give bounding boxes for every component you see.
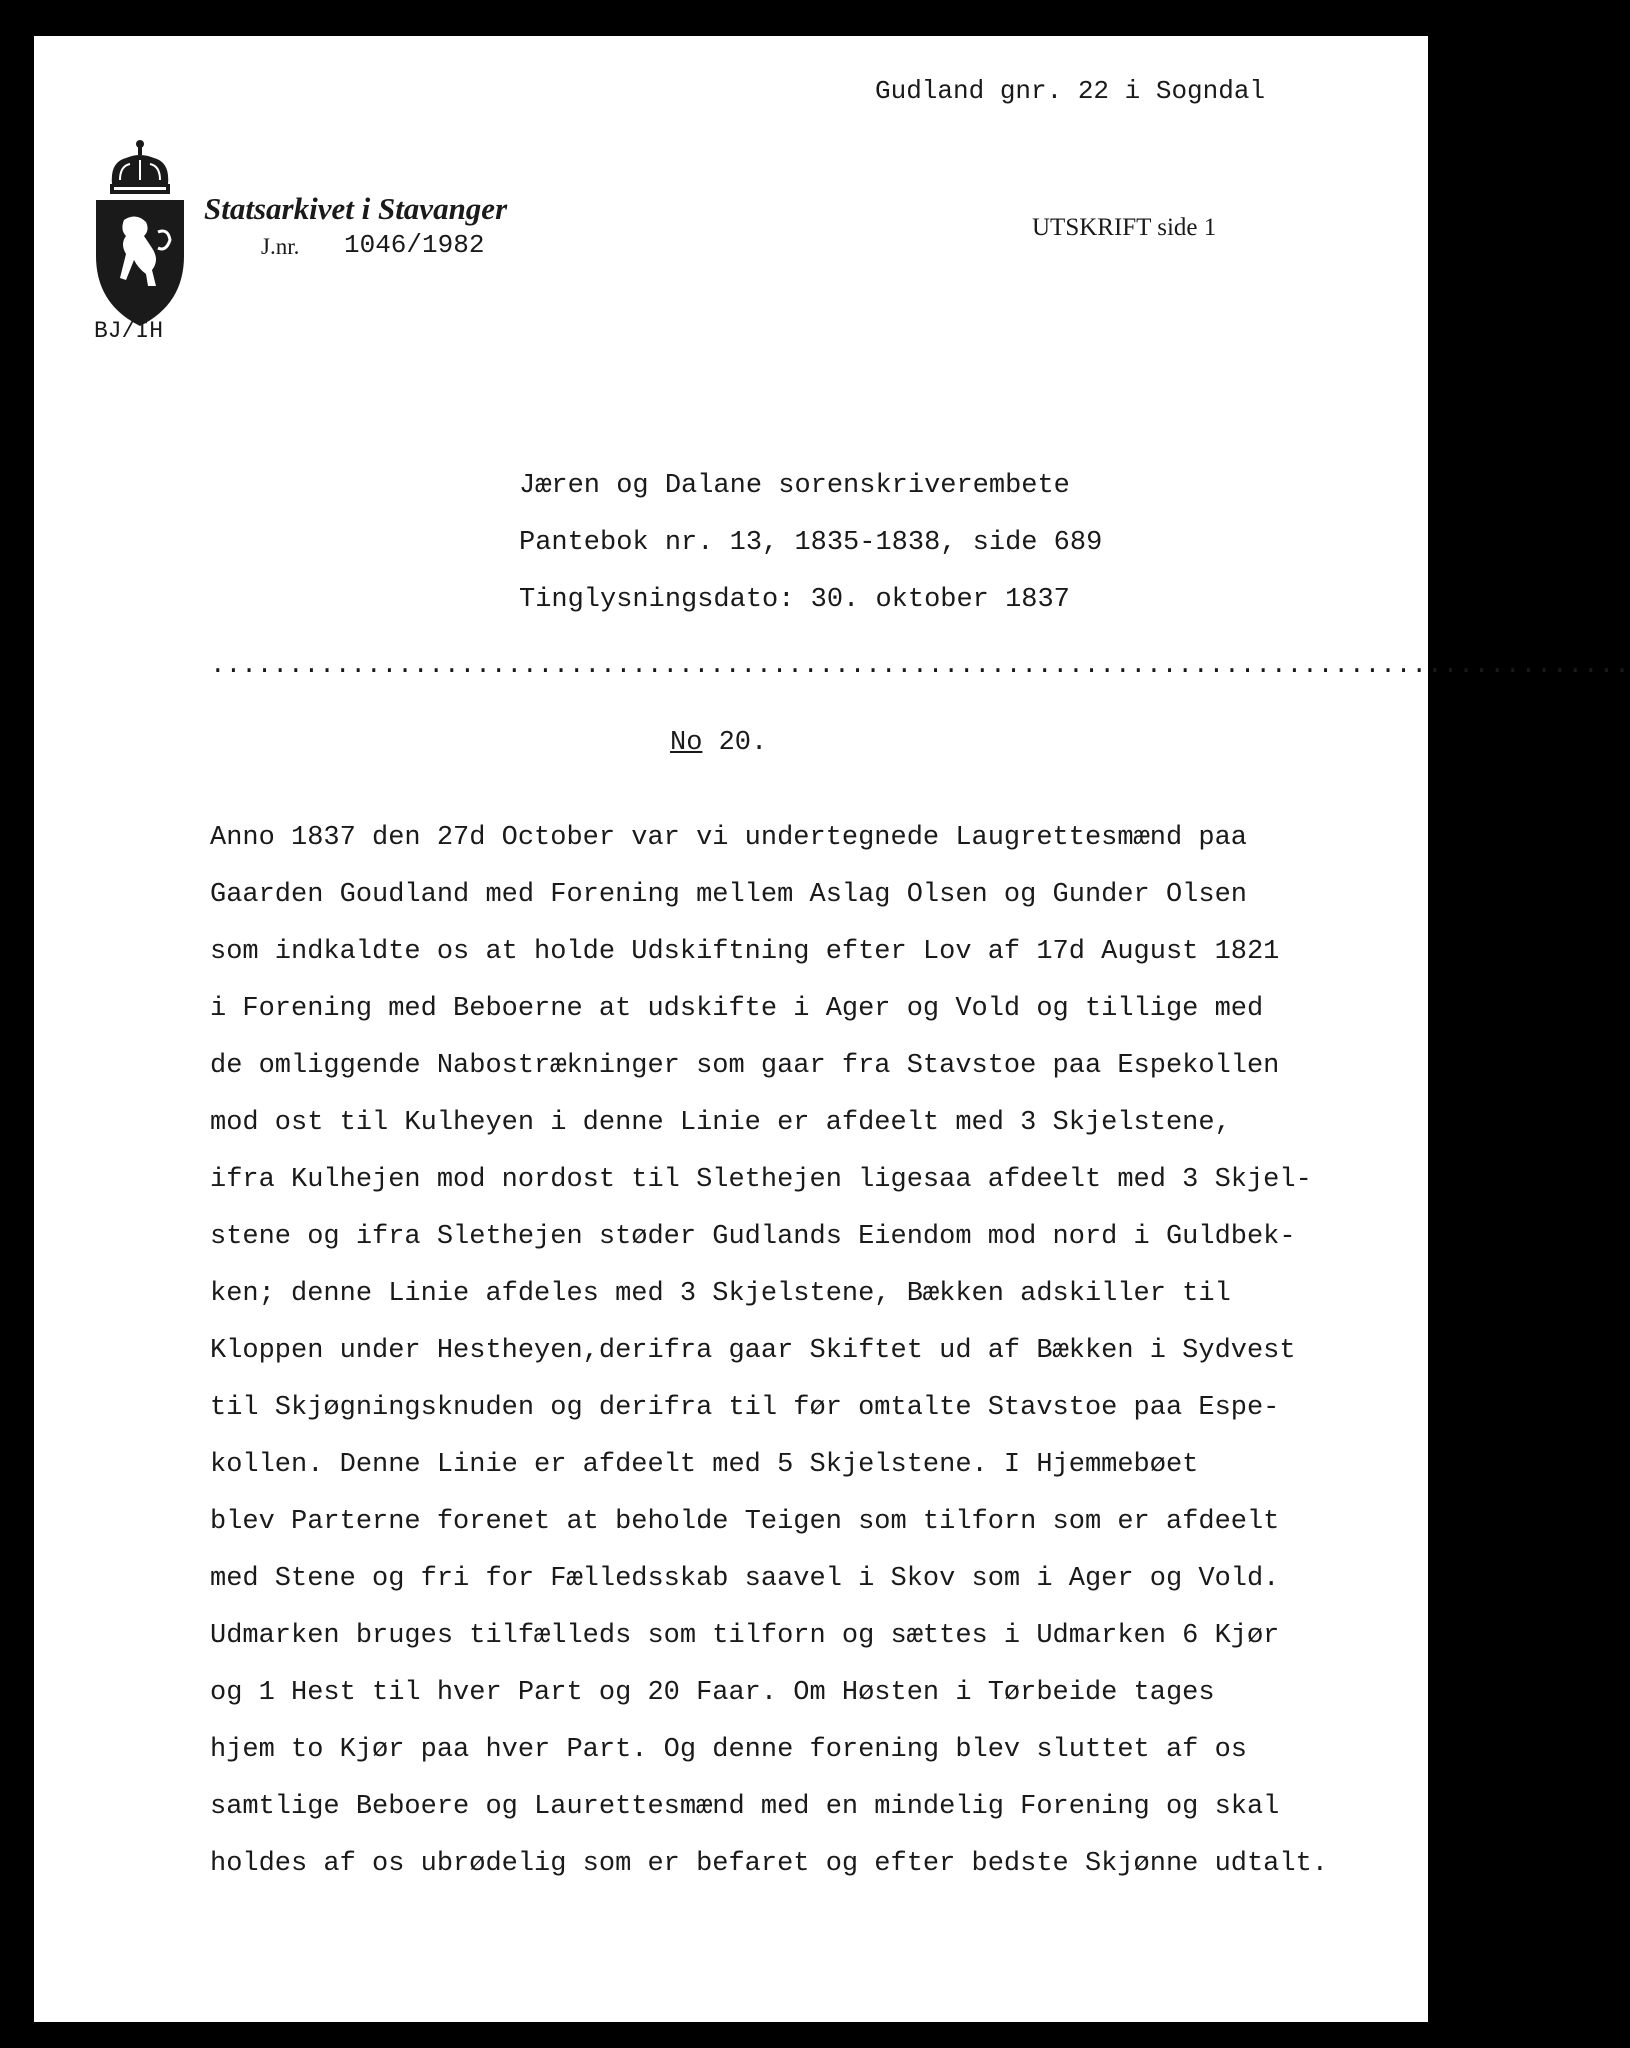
registration-date: Tinglysningsdato: 30. oktober 1837	[519, 585, 1070, 615]
text-line: som indkaldte os at holde Udskiftning efter Lov af 17d August 1821	[210, 937, 1280, 967]
text-line: hjem to Kjør paa hver Part. Og denne forening blev sluttet af os	[210, 1735, 1247, 1765]
journal-number: 1046/1982	[344, 230, 485, 260]
text-line: blev Parterne forenet at beholde Teigen som tilforn som er afdeelt	[210, 1507, 1280, 1537]
coat-of-arms-icon	[90, 136, 190, 336]
text-line: mod ost til Kulheyen i denne Linie er afdeelt med 3 Skjelstene,	[210, 1108, 1231, 1138]
institution-name: Statsarkivet i Stavanger	[204, 191, 508, 226]
text-line: ifra Kulhejen mod nordost til Slethejen ligesaa afdeelt med 3 Skjel-	[210, 1165, 1312, 1195]
text-line: holdes af os ubrødelig som er befaret og efter bedste Skjønne udtalt.	[210, 1849, 1328, 1879]
text-line: og 1 Hest til hver Part og 20 Faar. Om Høsten i Tørbeide tages	[210, 1678, 1215, 1708]
text-line: kollen. Denne Linie er afdeelt med 5 Skjelstene. I Hjemmebøet	[210, 1450, 1199, 1480]
initials: BJ/IH	[94, 318, 164, 344]
number-prefix: No	[670, 728, 703, 758]
number-value: 20.	[702, 728, 768, 758]
property-reference: Gudland gnr. 22 i Sogndal	[875, 76, 1266, 106]
text-line: de omliggende Nabostrækninger som gaar fra Stavstoe paa Espekollen	[210, 1051, 1280, 1081]
court-office: Jæren og Dalane sorenskriverembete	[519, 471, 1070, 501]
transcription-body	[210, 810, 1410, 1893]
text-line: Udmarken bruges tilfælleds som tilforn og sættes i Udmarken 6 Kjør	[210, 1621, 1280, 1651]
text-line: ken; denne Linie afdeles med 3 Skjelstene, Bækken adskiller til	[210, 1279, 1231, 1309]
dotted-separator: ...........................................................................................	[210, 650, 1630, 680]
mortgage-book: Pantebok nr. 13, 1835-1838, side 689	[519, 528, 1103, 558]
text-line: i Forening med Beboerne at udskifte i Ager og Vold og tillige med	[210, 994, 1264, 1024]
document-number	[670, 728, 767, 758]
text-line: stene og ifra Slethejen støder Gudlands Eiendom mod nord i Guldbek-	[210, 1222, 1296, 1252]
document-page	[34, 36, 1630, 2022]
text-line: samtlige Beboere og Laurettesmænd med en mindelig Forening og skal	[210, 1792, 1280, 1822]
text-line: Anno 1837 den 27d October var vi undertegnede Laugrettesmænd paa	[210, 823, 1247, 853]
text-line: til Skjøgningsknuden og derifra til før omtalte Stavstoe paa Espe-	[210, 1393, 1280, 1423]
text-line: Gaarden Goudland med Forening mellem Aslag Olsen og Gunder Olsen	[210, 880, 1247, 910]
text-line: Kloppen under Hestheyen,derifra gaar Skiftet ud af Bækken i Sydvest	[210, 1336, 1296, 1366]
journal-number-label: J.nr.	[261, 234, 300, 259]
text-line: med Stene og fri for Fælledsskab saavel i Skov som i Ager og Vold.	[210, 1564, 1280, 1594]
page-label: UTSKRIFT side 1	[1032, 214, 1217, 241]
